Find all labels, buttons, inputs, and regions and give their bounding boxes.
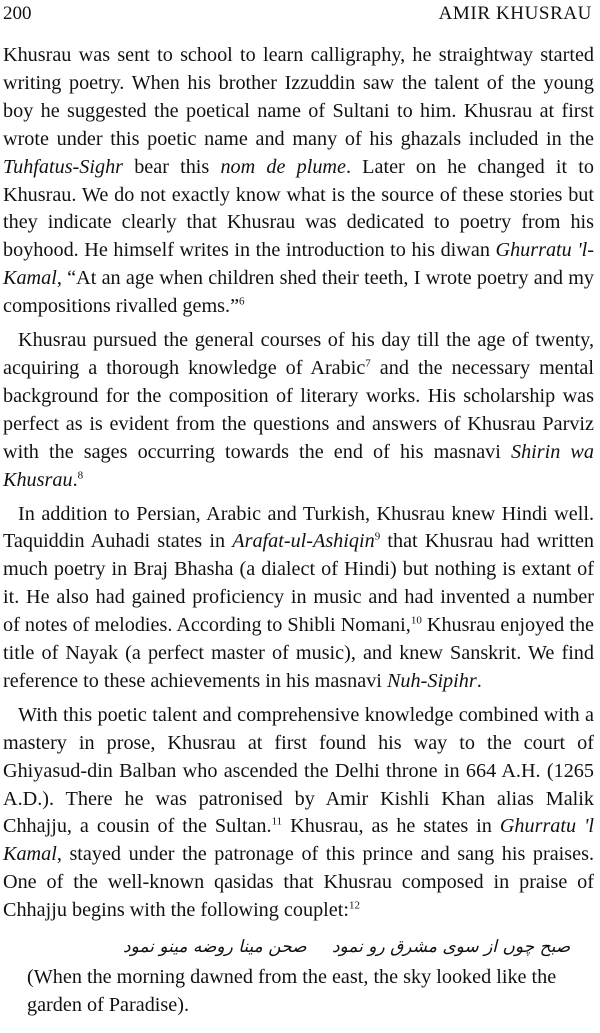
text-run: In addition to Persian, Arabic and Turkish, Khusrau knew Hindi well. Taquiddin Auhadi states in (3, 502, 594, 553)
couplet-hemistich-2: صحن مینا روضه مینو نمود (123, 937, 307, 958)
page-header (0, 2, 600, 28)
page-body (3, 42, 594, 1019)
paragraph-4 (3, 702, 594, 925)
text-run: bear this (123, 155, 221, 178)
page-number: 200 (3, 3, 32, 24)
footnote-ref: 8 (77, 468, 84, 481)
italic-title: Nuh-Sipihr (386, 669, 477, 692)
text-run: Khusrau was sent to school to learn calligraphy, he straightway started writing poetry. When his brother Izzuddin saw the talent of the young boy he suggested the poetical name of Sultani to him. Khusrau at first wrote under this poetic name and many of his ghazals included in the (3, 44, 594, 150)
text-run: Khusrau enjoyed the title of Nayak (a perfect master of music), and knew Sanskrit. We find reference to these achievements in his masnavi (3, 614, 594, 692)
paragraph-1 (3, 42, 594, 321)
italic-title: nom de plume (220, 155, 346, 178)
italic-title: Arafat-ul-Ashiqin (232, 530, 375, 553)
text-run: . (72, 468, 78, 491)
couplet-hemistich-1: صبح چوں از سوی مشرق رو نمود (331, 937, 571, 958)
text-run: , “At an age when children shed their teeth, I wrote poetry and my compositions rivalled gems.” (3, 267, 594, 318)
footnote-ref: 12 (348, 899, 360, 912)
footnote-ref: 10 (410, 614, 422, 627)
couplet-translation: (When the morning dawned from the east, the sky looked like the garden of Paradise). (27, 966, 557, 1017)
paragraph-2 (3, 327, 594, 494)
footnote-ref: 7 (365, 357, 371, 370)
text-run: With this poetic talent and comprehensive knowledge combined with a mastery in prose, Khusrau at first found his way to the court of Ghiyasud-din Balban who ascended the Delhi throne in 664 A.H. (1265 A.D.). There he was patronised by Amir Kishli Khan alias Malik Chhajju, a cousin of the Sultan. (3, 703, 594, 838)
italic-title: Shirin wa Khusrau (3, 440, 594, 491)
text-run: . Later on he changed it to Khusrau. We do not exactly know what is the source of these stories but they indicate clearly that Khusrau was dedicated to poetry from his boyhood. He himself writes in the introduction to his diwan (3, 155, 595, 262)
persian-couplet (3, 931, 594, 963)
footnote-ref: 9 (374, 530, 381, 543)
footnote-ref: 6 (239, 295, 245, 308)
italic-title: Ghurratu 'l Kamal (3, 815, 594, 866)
text-run: Khusrau, as he states in (282, 815, 500, 838)
text-run: and the necessary mental background for the composition of literary works. His scholarship was perfect as is evident from the questions and answers of Khusrau Parviz with the sages occurring towards the end of his masnavi (3, 356, 594, 463)
italic-title: Ghurratu 'l-Kamal (3, 239, 594, 290)
italic-title: Tuhfatus-Sighr (3, 155, 124, 178)
text-run: . (476, 669, 482, 692)
footnote-ref: 11 (271, 815, 283, 828)
paragraph-3 (3, 501, 594, 696)
running-head: AMIR KHUSRAU (438, 3, 592, 24)
text-run: , stayed under the patronage of this prince and sang his praises. One of the well-known qasidas that Khusrau composed in praise of Chhajju begins with the following couplet: (3, 843, 594, 922)
text-run: that Khusrau had written much poetry in Braj Bhasha (a dialect of Hindi) but nothing is extant of it. He also had gained proficiency in music and had invented a number of notes of melodies. According to Shibli Nomani, (3, 530, 594, 637)
text-run: Khusrau pursued the general courses of his day till the age of twenty, acquiring a thorough knowledge of Arabic (3, 329, 594, 379)
